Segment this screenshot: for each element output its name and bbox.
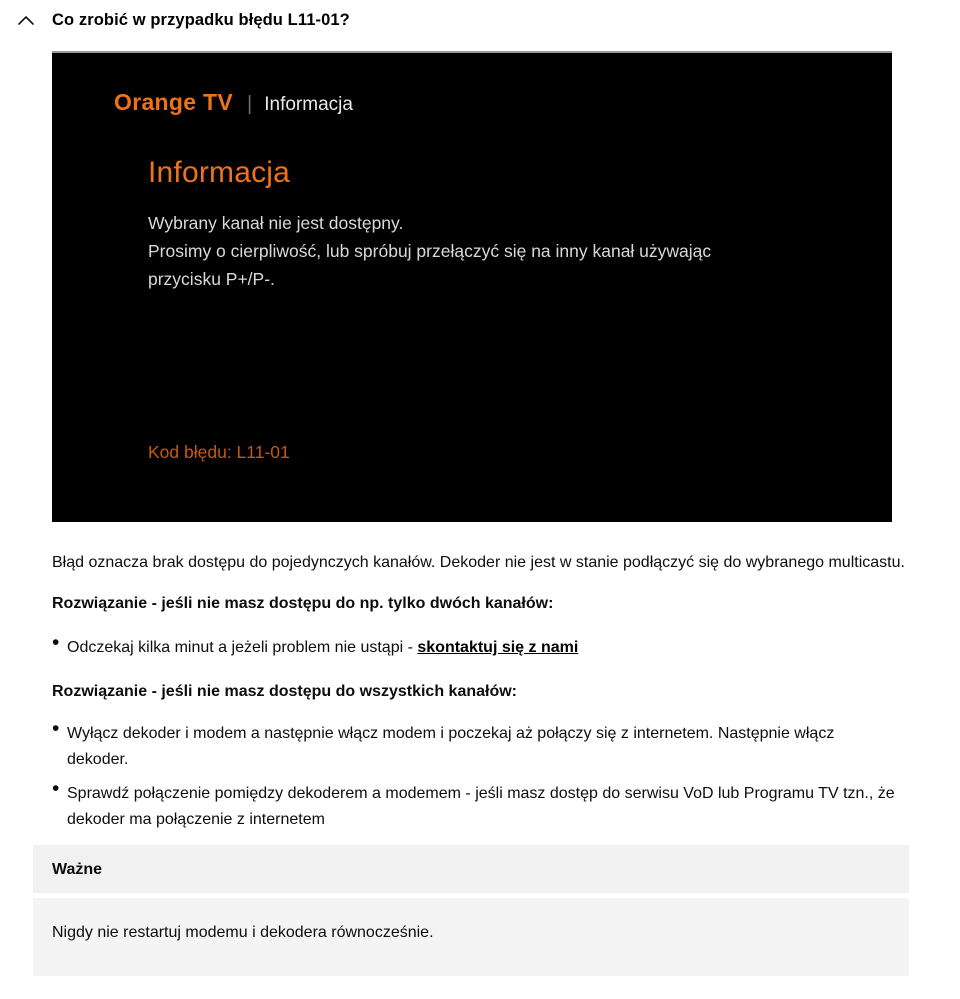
- important-note-box: [33, 845, 909, 976]
- list-item: • Sprawdź połączenie pomiędzy dekoderem a modemem - jeśli masz dostęp do serwisu VoD lub Programu TV tzn., że dekoder ma połączenie z internetem: [52, 781, 900, 833]
- contact-us-link[interactable]: skontaktuj się z nami: [417, 639, 579, 656]
- list-item: [52, 635, 900, 661]
- faq-accordion-header[interactable]: [0, 0, 960, 30]
- tv-info-heading: Informacja: [148, 156, 291, 189]
- solution-list-two-channels: [52, 635, 960, 661]
- tv-header-bar: [114, 89, 353, 116]
- important-note-title: Ważne: [33, 845, 909, 893]
- tv-error-screenshot: [52, 51, 892, 522]
- solution-list-all-channels: [52, 721, 960, 833]
- chevron-up-icon[interactable]: [16, 12, 36, 30]
- orange-tv-logo: Orange TV: [114, 89, 234, 115]
- tv-message-line1: Wybrany kanał nie jest dostępny.: [148, 213, 404, 233]
- faq-title: Co zrobić w przypadku błędu L11-01?: [52, 11, 350, 29]
- bullet-text: Odczekaj kilka minut a jeżeli problem nie ustąpi -: [67, 639, 418, 656]
- tv-error-code: Kod błędu: L11-01: [148, 442, 290, 462]
- tv-message-line2: Prosimy o cierpliwość, lub spróbuj przełączyć się na inny kanał używając przycisku P+/P-.: [148, 241, 712, 289]
- solution-heading-all-channels: Rozwiązanie - jeśli nie masz dostępu do wszystkich kanałów:: [52, 683, 518, 700]
- important-note-body: Nigdy nie restartuj modemu i dekodera równocześnie.: [33, 898, 909, 976]
- solution-heading-two-channels: Rozwiązanie - jeśli nie masz dostępu do np. tylko dwóch kanałów:: [52, 595, 554, 612]
- tv-header-separator: |: [247, 93, 253, 115]
- tv-message: [148, 209, 728, 293]
- error-description: Błąd oznacza brak dostępu do pojedynczych kanałów. Dekoder nie jest w stanie podłączyć się do wybranego multicastu.: [52, 554, 905, 571]
- list-item: • Wyłącz dekoder i modem a następnie włącz modem i poczekaj aż połączy się z internetem. Następnie włącz dekoder.: [52, 721, 900, 773]
- tv-screen-label: Informacja: [264, 94, 353, 115]
